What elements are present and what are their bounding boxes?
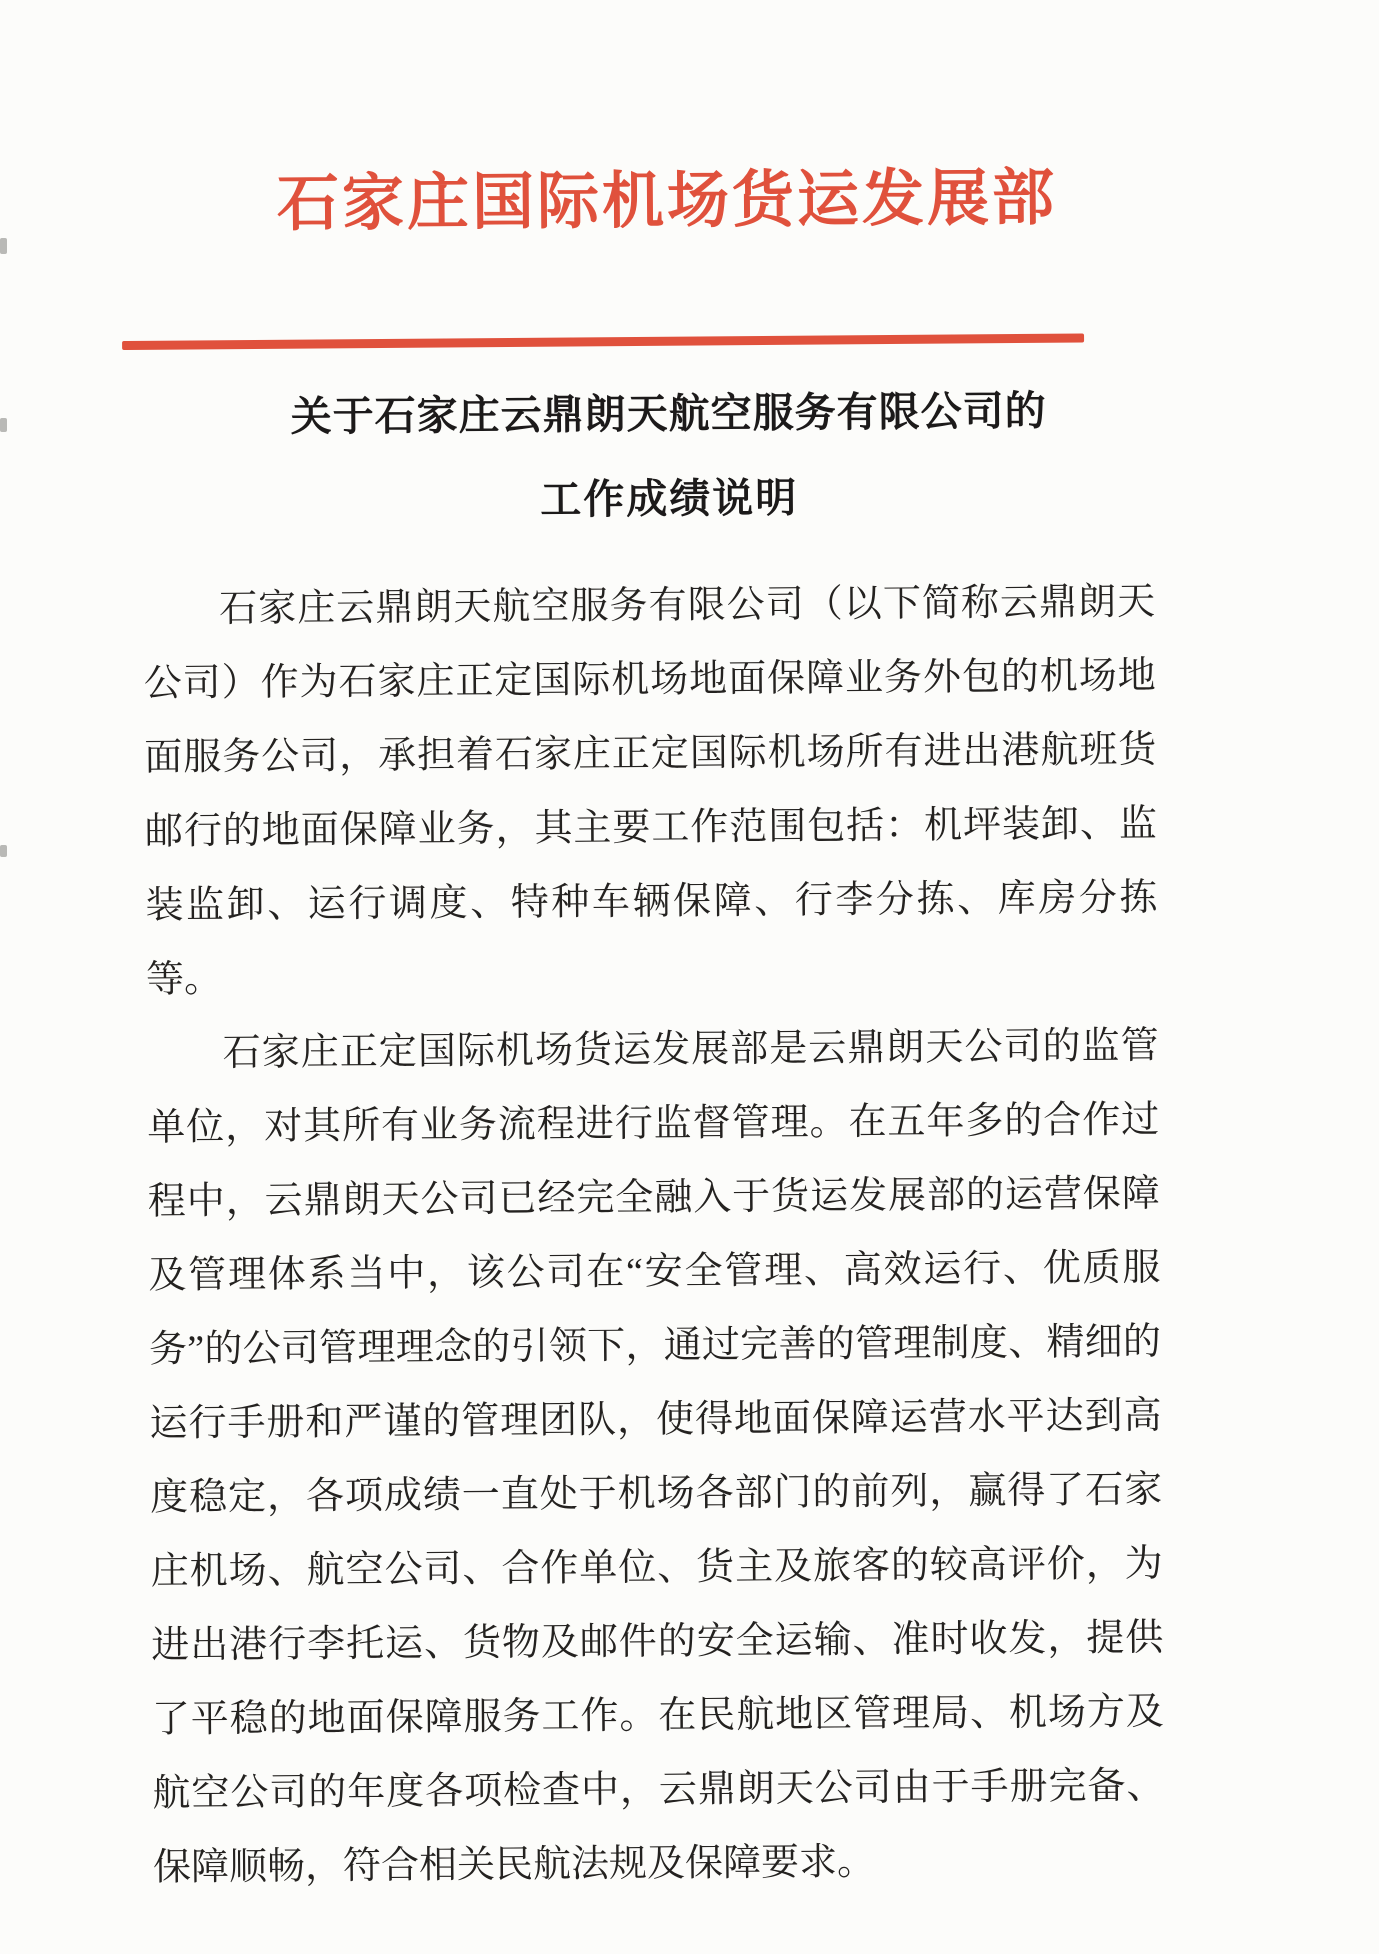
letterhead-divider-rule — [122, 333, 1084, 350]
letterhead-org-name: 石家庄国际机场货运发展部 — [276, 164, 1058, 239]
document-body — [143, 565, 1165, 1905]
document-title-line2: 工作成绩说明 — [540, 474, 799, 523]
body-paragraph: 石家庄正定国际机场货运发展部是云鼎朗天公司的监管单位，对其所有业务流程进行监督管理。在五年多的合作过程中，云鼎朗天公司已经完全融入于货运发展部的运营保障及管理体系当中，该公司在“安全管理、高效运行、优质服务”的公司管理理念的引领下，通过完善的管理制度、精细的运行手册和严谨的管理团队，使得地面保障运营水平达到高度稳定，各项成绩一直处于机场各部门的前列，赢得了石家庄机场、航空公司、合作单位、货主及旅客的较高评价，为进出港行李托运、货物及邮件的安全运输、准时收发，提供了平稳的地面保障服务工作。在民航地区管理局、机场方及航空公司的年度各项检查中，云鼎朗天公司由于手册完备、保障顺畅，符合相关民航法规及保障要求。 — [147, 1024, 1165, 1889]
body-paragraph: 石家庄云鼎朗天航空服务有限公司（以下简称云鼎朗天公司）作为石家庄正定国际机场地面保障业务外包的机场地面服务公司，承担着石家庄正定国际机场所有进出港航班货邮行的地面保障业务，其主要工作范围包括：机坪装卸、监装监卸、运行调度、特种车辆保障、行李分拣、库房分拣等。 — [143, 580, 1158, 1001]
document-title-line1: 关于石家庄云鼎朗天航空服务有限公司的 — [290, 387, 1047, 440]
